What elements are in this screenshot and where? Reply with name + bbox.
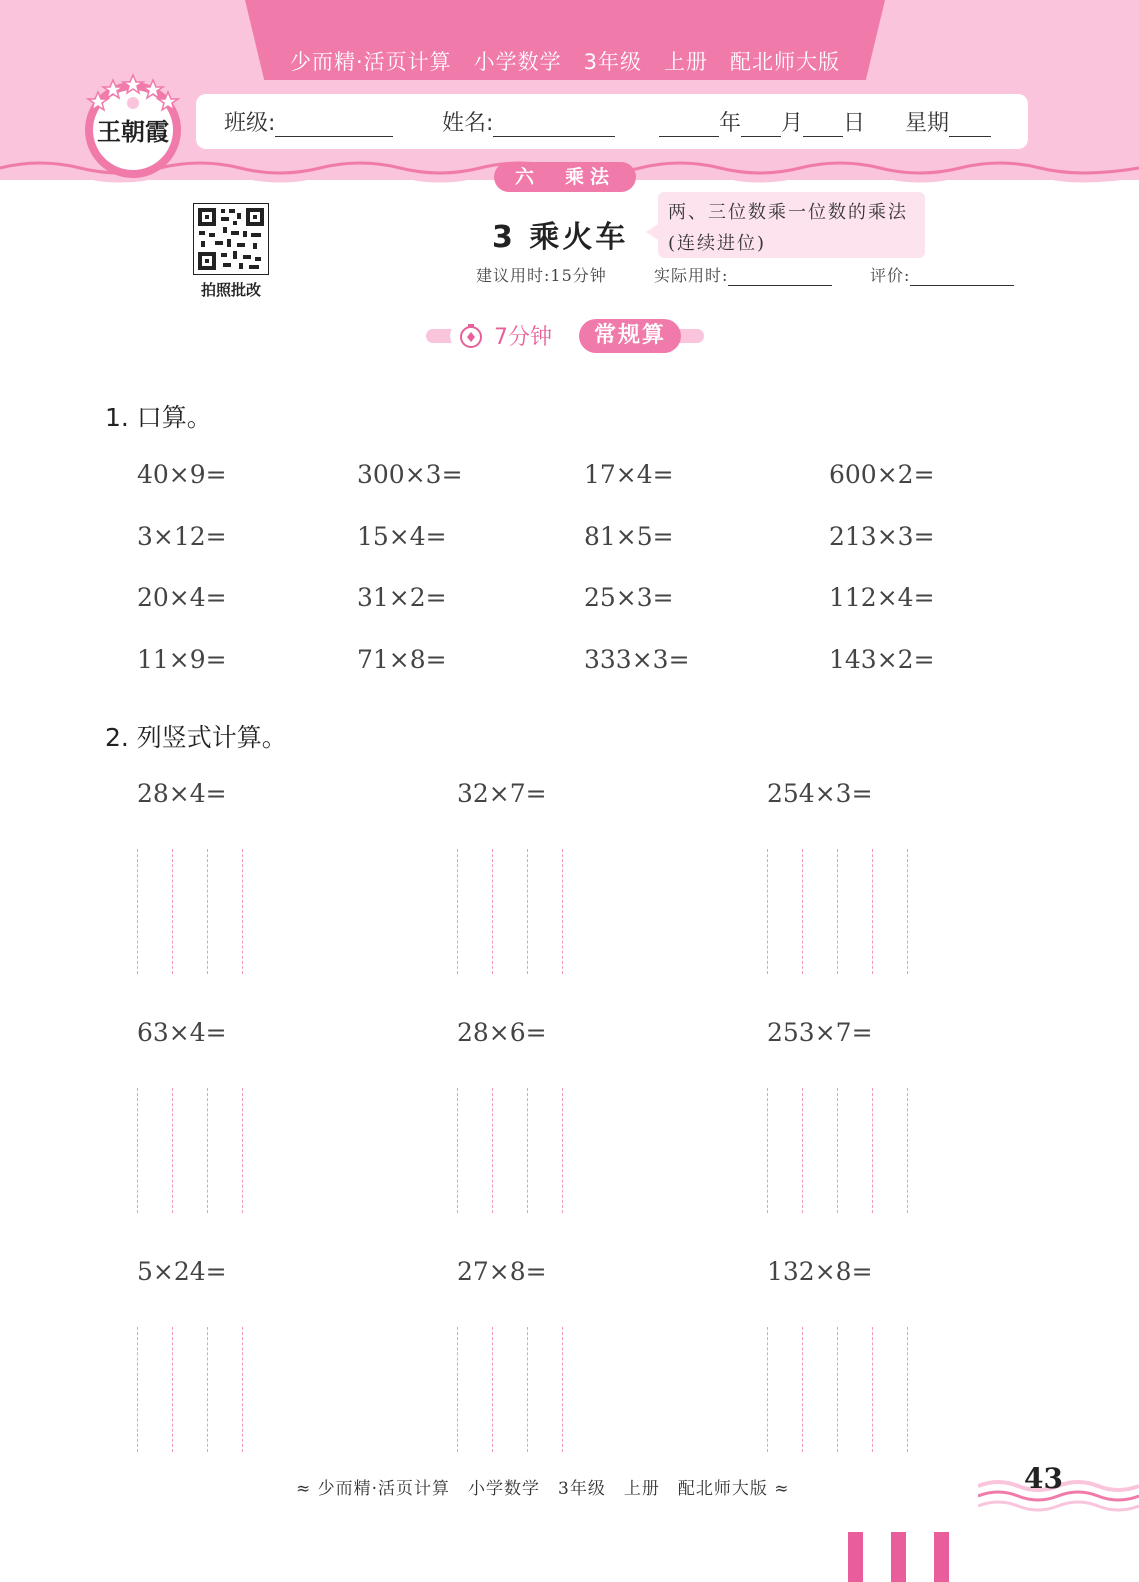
section-2-title: 2. 列竖式计算。	[105, 723, 287, 752]
page-number: 43	[1024, 1462, 1063, 1495]
actual-time-blank[interactable]	[728, 266, 832, 286]
date-field: 年 月 日 星期	[659, 106, 991, 137]
suggested-time: 建议用时:15分钟	[476, 266, 607, 285]
mental-problem: 112×4=	[829, 583, 935, 612]
mental-problem: 71×8=	[357, 645, 447, 674]
mental-problem: 25×3=	[584, 583, 674, 612]
evaluation-field: 评价:	[870, 263, 1014, 286]
mental-problem: 81×5=	[584, 522, 674, 551]
vertical-problem: 132×8=	[767, 1257, 873, 1286]
edge-tab	[934, 1532, 949, 1582]
year-blank[interactable]	[659, 113, 719, 137]
class-blank[interactable]	[275, 113, 393, 137]
weekday-blank[interactable]	[949, 113, 991, 137]
mental-problem: 11×9=	[137, 645, 227, 674]
month-blank[interactable]	[741, 113, 781, 137]
timer-icon	[458, 323, 484, 349]
mental-problem: 3×12=	[137, 522, 227, 551]
banner-time: 7分钟	[494, 325, 552, 350]
vertical-problem: 28×4=	[137, 779, 227, 808]
mental-problem: 213×3=	[829, 522, 935, 551]
name-blank[interactable]	[493, 113, 615, 137]
banner-tag: 常规算	[579, 319, 681, 353]
qr-code-icon[interactable]	[193, 203, 269, 275]
topic-line-2: (连续进位)	[668, 233, 767, 254]
qr-label: 拍照批改	[200, 281, 261, 299]
section-1-title: 1. 口算。	[105, 403, 212, 432]
day-blank[interactable]	[803, 113, 843, 137]
series-title: 少而精·活页计算 小学数学 3年级 上册 配北师大版	[289, 50, 841, 74]
vertical-problem: 28×6=	[457, 1018, 547, 1047]
mental-problem: 20×4=	[137, 583, 227, 612]
unit-label: 六 乘法	[494, 162, 636, 192]
edge-tab	[848, 1532, 863, 1582]
mental-problem: 333×3=	[584, 645, 690, 674]
topic-line-1: 两、三位数乘一位数的乘法	[668, 202, 908, 223]
topic-pointer	[646, 224, 658, 240]
logo-text: 王朝霞	[97, 117, 169, 146]
vertical-problem: 63×4=	[137, 1018, 227, 1047]
vertical-problem: 254×3=	[767, 779, 873, 808]
mental-problem: 17×4=	[584, 460, 674, 489]
brand-logo	[80, 70, 186, 180]
name-field: 姓名:	[442, 106, 615, 137]
mental-problem: 40×9=	[137, 460, 227, 489]
class-field: 班级:	[224, 106, 393, 137]
mental-problem: 31×2=	[357, 583, 447, 612]
mental-problem: 143×2=	[829, 645, 935, 674]
actual-time-field: 实际用时:	[654, 263, 832, 286]
footer-text: ≈ 少而精·活页计算 小学数学 3年级 上册 配北师大版 ≈	[296, 1479, 790, 1499]
lesson-title: 3 乘火车	[492, 220, 629, 255]
evaluation-blank[interactable]	[910, 266, 1014, 286]
vertical-problem: 5×24=	[137, 1257, 227, 1286]
vertical-problem: 32×7=	[457, 779, 547, 808]
vertical-problem: 27×8=	[457, 1257, 547, 1286]
mental-problem: 15×4=	[357, 522, 447, 551]
vertical-problem: 253×7=	[767, 1018, 873, 1047]
mental-problem: 300×3=	[357, 460, 463, 489]
edge-tab	[891, 1532, 906, 1582]
mental-problem: 600×2=	[829, 460, 935, 489]
